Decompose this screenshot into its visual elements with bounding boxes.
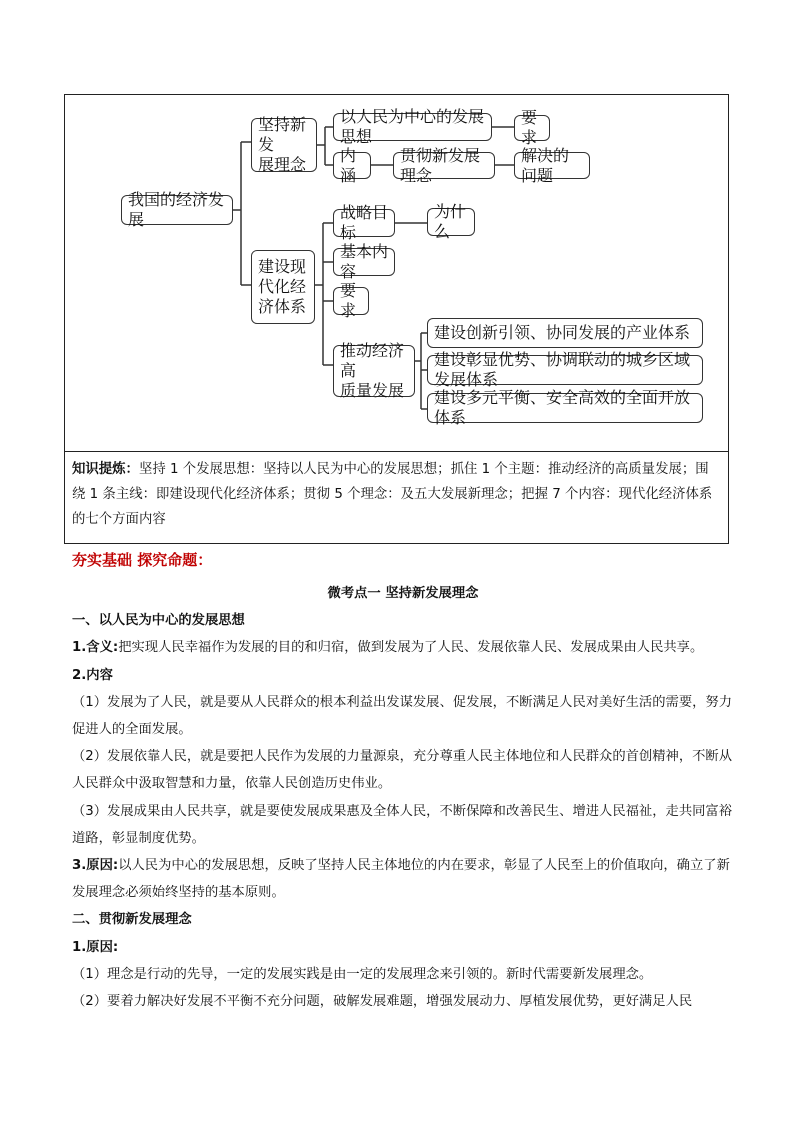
paragraph-content-1: （1）发展为了人民，就是要从人民群众的根本利益出发谋发展、促发展，不断满足人民对美好生活的需要，努力促进人的全面发展。 (72, 694, 733, 738)
paragraph-content-3: （3）发展成果由人民共享，就是要使发展成果惠及全体人民，不断保障和改善民生、增进人民福祉，走共同富裕道路，彰显制度优势。 (72, 803, 733, 846)
text-meaning: 把实现人民幸福作为发展的目的和归宿，做到发展为了人民、发展依靠人民、发展成果由人民共享。 (118, 640, 704, 656)
node-connotation: 内涵 (333, 152, 371, 179)
node-strategic-goal: 战略目标 (333, 209, 395, 237)
node-people-centered: 以人民为中心的发展思想 (333, 113, 492, 141)
paragraph-content-2: （2）发展依靠人民，就是要把人民作为发展的力量源泉，充分尊重人民主体地位和人民群众的首创精神，不断从人民群众中汲取智慧和力量，依靠人民创造历史伟业。 (72, 749, 733, 792)
main-content (72, 580, 734, 1015)
node-branch-new-concept: 坚持新发 展理念 (251, 118, 317, 172)
tips-text: 坚持 1 个发展思想：坚持以人民为中心的发展思想；抓住 1 个主题：推动经济的高质量发展；围绕 1 条主线：即建设现代化经济体系；贯彻 5 个理念：及五大发展新理念；把握 7 个内容：现代化经济体系的七个方面内容 (72, 462, 713, 527)
node-why: 为什么 (427, 208, 475, 236)
node-branch-modern-economy: 建设现 代化经 济体系 (251, 250, 315, 324)
label-reason-2: 1.原因: (72, 939, 119, 955)
node-root: 我国的经济发展 (121, 195, 233, 225)
knowledge-diagram (65, 95, 730, 451)
section-title: 夯实基础 探究命题： (72, 551, 213, 569)
heading-1: 一、以人民为中心的发展思想 (72, 613, 245, 629)
node-problems-solved: 解决的问题 (514, 152, 590, 179)
paragraph-reason (72, 852, 734, 906)
heading-2: 二、贯彻新发展理念 (72, 912, 192, 928)
node-industrial-system: 建设创新引领、协同发展的产业体系 (427, 318, 703, 348)
label-reason: 3.原因: (72, 858, 119, 874)
node-regional-system: 建设彰显优势、协调联动的城乡区域发展体系 (427, 355, 703, 385)
knowledge-tips (65, 451, 728, 543)
paragraph-reason-2: （2）要着力解决好发展不平衡不充分问题，破解发展难题，增强发展动力、厚植发展优势，更好满足人民 (72, 994, 693, 1010)
page-heading: 微考点一 坚持新发展理念 (327, 586, 479, 601)
node-high-quality: 推动经济高 质量发展 (333, 345, 415, 397)
label-meaning: 1.含义: (72, 640, 119, 656)
node-implement-concept: 贯彻新发展理念 (393, 152, 495, 179)
label-content: 2.内容 (72, 667, 113, 683)
tips-label: 知识提炼： (72, 462, 139, 477)
paragraph-meaning (72, 634, 734, 661)
node-requirement-2: 要求 (333, 287, 369, 315)
node-requirement-1: 要求 (514, 115, 550, 141)
node-opening-system: 建设多元平衡、安全高效的全面开放体系 (427, 393, 703, 423)
mindmap-frame (64, 94, 729, 544)
text-reason: 以人民为中心的发展思想，反映了坚持人民主体地位的内在要求，彰显了人民至上的价值取向，确立了新发展理念必须始终坚持的基本原则。 (72, 858, 730, 901)
node-basic-content: 基本内容 (333, 248, 395, 276)
paragraph-reason-1: （1）理念是行动的先导，一定的发展实践是由一定的发展理念来引领的。新时代需要新发展理念。 (72, 966, 653, 982)
